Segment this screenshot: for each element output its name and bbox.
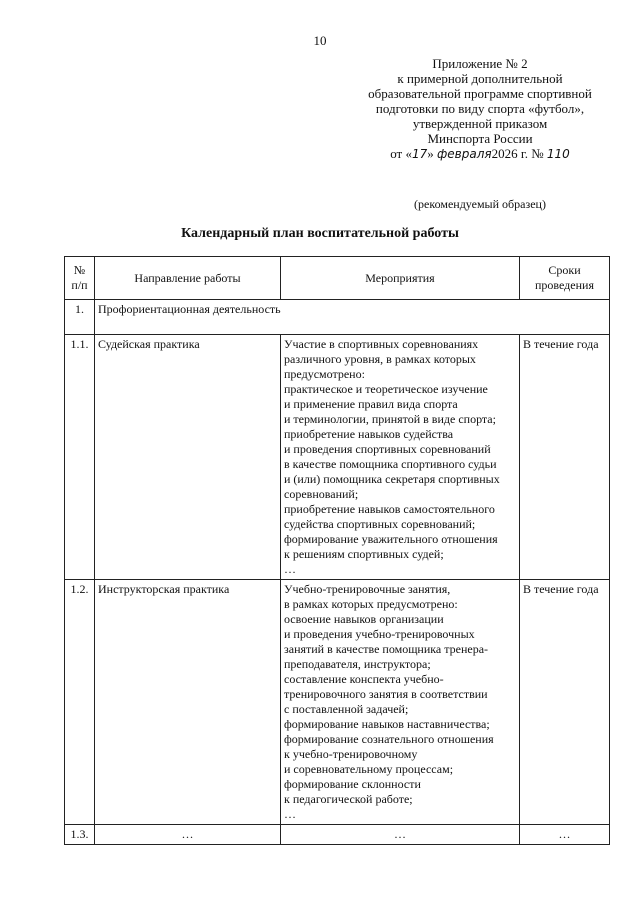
row-terms: … — [520, 825, 610, 845]
header-terms: Сроки проведения — [520, 257, 610, 300]
row-terms: В течение года — [520, 580, 610, 825]
event-line: формирование склонности — [284, 777, 421, 791]
section-title: Профориентационная деятельность — [95, 300, 610, 335]
order-number-handwritten: 110 — [546, 147, 570, 161]
event-line: преподавателя, инструктора; — [284, 657, 431, 671]
table-header-row — [65, 257, 610, 300]
event-line: судейства спортивных соревнований; — [284, 517, 476, 531]
sample-note: (рекомендуемый образец) — [414, 197, 546, 211]
row-num: 1.1. — [65, 335, 95, 580]
appendix-line: образовательной программе спортивной — [368, 86, 592, 101]
date-mid: » — [427, 146, 434, 161]
row-direction: Судейская практика — [95, 335, 281, 580]
event-line: приобретение навыков самостоятельного — [284, 502, 495, 516]
event-line: соревнований; — [284, 487, 359, 501]
event-line: и применение правил вида спорта — [284, 397, 458, 411]
event-line: … — [284, 562, 296, 576]
row-num: 1.2. — [65, 580, 95, 825]
table-row — [65, 825, 610, 845]
event-line: в рамках которых предусмотрено: — [284, 597, 458, 611]
header-events: Мероприятия — [281, 257, 520, 300]
plan-table — [64, 256, 610, 845]
appendix-line: к примерной дополнительной — [397, 71, 563, 86]
row-events — [281, 335, 520, 580]
row-direction: Инструкторская практика — [95, 580, 281, 825]
event-line: и терминологии, принятой в виде спорта; — [284, 412, 496, 426]
event-line: различного уровня, в рамках которых — [284, 352, 476, 366]
event-line: приобретение навыков судейства — [284, 427, 454, 441]
event-line: и проведения учебно-тренировочных — [284, 627, 475, 641]
event-line: Участие в спортивных соревнованиях — [284, 337, 479, 351]
row-events — [281, 580, 520, 825]
row-terms: В течение года — [520, 335, 610, 580]
event-line: к учебно-тренировочному — [284, 747, 418, 761]
event-line: освоение навыков организации — [284, 612, 444, 626]
appendix-line: подготовки по виду спорта «футбол», — [375, 101, 585, 116]
table-row — [65, 580, 610, 825]
event-line: с поставленной задачей; — [284, 702, 409, 716]
table-row — [65, 335, 610, 580]
event-line: тренировочного занятия в соответствии — [284, 687, 488, 701]
header-direction: Направление работы — [95, 257, 281, 300]
order-date-line — [330, 146, 630, 162]
event-line: предусмотрено: — [284, 367, 365, 381]
header-num: № п/п — [65, 257, 95, 300]
appendix-header — [330, 56, 630, 162]
event-line: формирование навыков наставничества; — [284, 717, 490, 731]
event-line: практическое и теоретическое изучение — [284, 382, 488, 396]
section-num: 1. — [65, 300, 95, 335]
row-events: … — [281, 825, 520, 845]
row-direction: … — [95, 825, 281, 845]
event-line: формирование сознательного отношения — [284, 732, 494, 746]
event-line: в качестве помощника спортивного судьи — [284, 457, 497, 471]
page-title: Календарный план воспитательной работы — [181, 226, 459, 241]
event-line: и проведения спортивных соревнований — [284, 442, 491, 456]
event-line: формирование уважительного отношения — [284, 532, 498, 546]
page-number: 10 — [313, 33, 327, 48]
section-row — [65, 300, 610, 335]
event-line: Учебно-тренировочные занятия, — [284, 582, 451, 596]
appendix-line: утвержденной приказом — [412, 116, 548, 131]
event-line: … — [284, 807, 296, 821]
event-line: и соревновательному процессам; — [284, 762, 454, 776]
event-line: к педагогической работе; — [284, 792, 413, 806]
date-day-handwritten: 17 — [411, 147, 428, 161]
event-line: занятий в качестве помощника тренера- — [284, 642, 489, 656]
date-year: 2026 г. № — [491, 146, 544, 161]
date-prefix: от « — [390, 146, 412, 161]
event-line: составление конспекта учебно- — [284, 672, 444, 686]
date-month-handwritten: февраля — [437, 147, 492, 161]
appendix-line: Минспорта России — [427, 131, 533, 146]
event-line: к решениям спортивных судей; — [284, 547, 444, 561]
row-num: 1.3. — [65, 825, 95, 845]
event-line: и (или) помощника секретаря спортивных — [284, 472, 500, 486]
appendix-line: Приложение № 2 — [432, 56, 528, 71]
